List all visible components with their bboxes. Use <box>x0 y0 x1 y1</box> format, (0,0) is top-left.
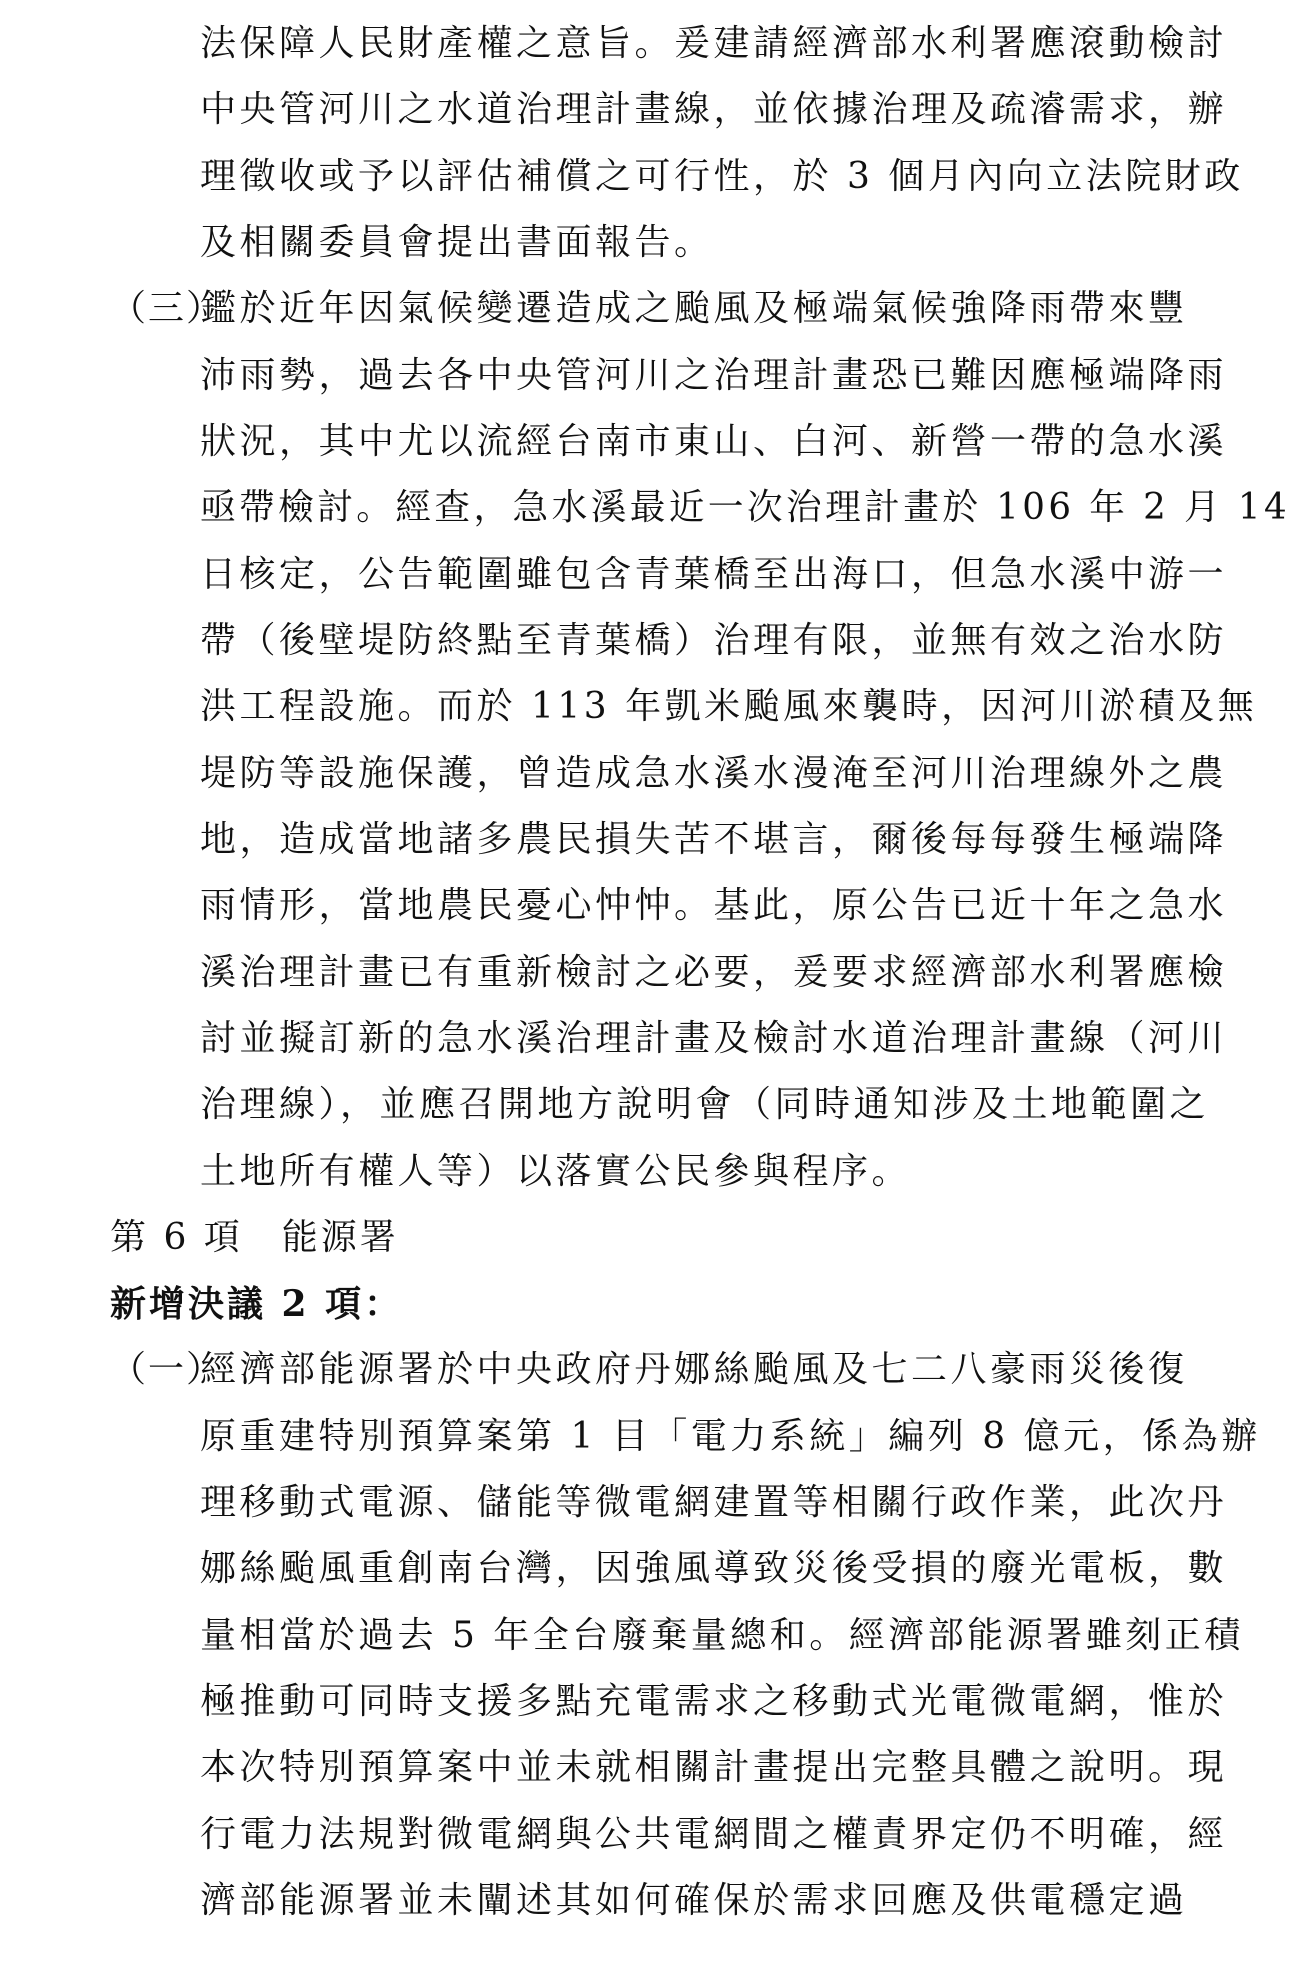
paragraph-line: 極推動可同時支援多點充電需求之移動式光電微電網，惟於 <box>200 1681 1228 1722</box>
paragraph-line: 帶（後壁堤防終點至青葉橋）治理有限，並無有效之治水防 <box>200 620 1228 661</box>
paragraph-line: 娜絲颱風重創南台灣，因強風導致災後受損的廢光電板，數 <box>200 1548 1228 1589</box>
item-marker: （三） <box>110 288 225 329</box>
paragraph-line: 洪工程設施。而於 113 年凱米颱風來襲時，因河川淤積及無 <box>200 686 1258 727</box>
paragraph-line: 鑑於近年因氣候變遷造成之颱風及極端氣候強降雨帶來豐 <box>200 288 1188 329</box>
paragraph-line: 經濟部能源署於中央政府丹娜絲颱風及七二八豪雨災後復 <box>200 1349 1188 1390</box>
section-heading: 第 6 項 能源署 <box>110 1217 399 1258</box>
paragraph-line: 原重建特別預算案第 1 目「電力系統」編列 8 億元，係為辦 <box>200 1416 1261 1457</box>
paragraph-line: 討並擬訂新的急水溪治理計畫及檢討水道治理計畫線（河川 <box>200 1018 1228 1059</box>
paragraph-line: 行電力法規對微電網與公共電網間之權責界定仍不明確，經 <box>200 1814 1228 1855</box>
paragraph-line: 理移動式電源、儲能等微電網建置等相關行政作業，此次丹 <box>200 1482 1228 1523</box>
paragraph-line: 沛雨勢，過去各中央管河川之治理計畫恐已難因應極端降雨 <box>200 355 1228 396</box>
paragraph-line: 理徵收或予以評估補償之可行性，於 3 個月內向立法院財政 <box>200 156 1244 197</box>
paragraph-line: 狀況，其中尤以流經台南市東山、白河、新營一帶的急水溪 <box>200 421 1228 462</box>
paragraph-line: 溪治理計畫已有重新檢討之必要，爰要求經濟部水利署應檢 <box>200 952 1228 993</box>
paragraph-line: 地，造成當地諸多農民損失苦不堪言，爾後每每發生極端降 <box>200 819 1228 860</box>
resolution-heading: 新增決議 2 項： <box>110 1283 404 1325</box>
paragraph-line: 雨情形，當地農民憂心忡忡。基此，原公告已近十年之急水 <box>200 885 1228 926</box>
paragraph-line: 濟部能源署並未闡述其如何確保於需求回應及供電穩定過 <box>200 1880 1188 1921</box>
paragraph-line: 日核定，公告範圍雖包含青葉橋至出海口，但急水溪中游一 <box>200 554 1228 595</box>
item-marker: （一） <box>110 1349 225 1390</box>
paragraph-line: 法保障人民財產權之意旨。爰建請經濟部水利署應滾動檢討 <box>200 23 1228 64</box>
paragraph-line: 亟帶檢討。經查，急水溪最近一次治理計畫於 106 年 2 月 14 <box>200 487 1291 528</box>
paragraph-line: 土地所有權人等）以落實公民參與程序。 <box>200 1151 912 1192</box>
paragraph-line: 量相當於過去 5 年全台廢棄量總和。經濟部能源署雖刻正積 <box>200 1615 1244 1656</box>
paragraph-line: 治理線），並應召開地方說明會（同時通知涉及土地範圍之 <box>200 1084 1210 1125</box>
paragraph-line: 中央管河川之水道治理計畫線，並依據治理及疏濬需求，辦 <box>200 89 1228 130</box>
paragraph-line: 本次特別預算案中並未就相關計畫提出完整具體之說明。現 <box>200 1747 1228 1788</box>
paragraph-line: 及相關委員會提出書面報告。 <box>200 222 714 263</box>
paragraph-line: 堤防等設施保護，曾造成急水溪水漫淹至河川治理線外之農 <box>200 753 1228 794</box>
